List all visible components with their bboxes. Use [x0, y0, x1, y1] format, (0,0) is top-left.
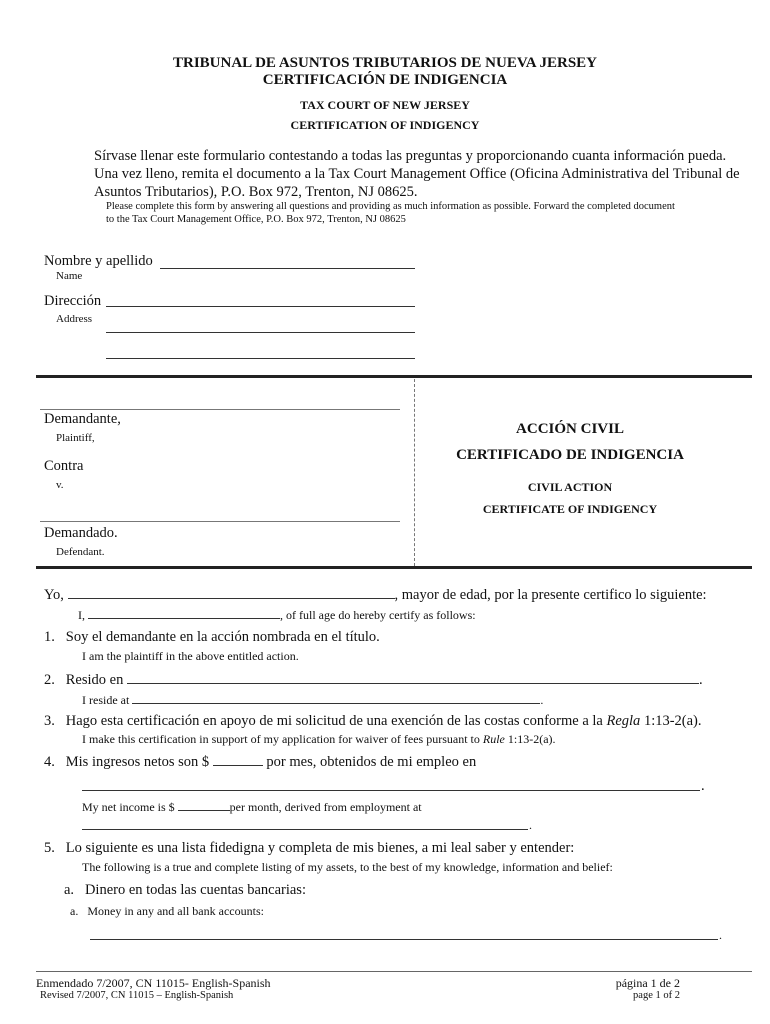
- item-letter: a.: [70, 904, 79, 918]
- item-5-es: [44, 840, 574, 857]
- period: .: [719, 928, 722, 942]
- caption-top-rule: [36, 375, 752, 378]
- period: .: [529, 818, 532, 832]
- defendant-field[interactable]: [40, 521, 400, 522]
- item-1-es: [44, 629, 380, 646]
- certificate-es: CERTIFICADO DE INDIGENCIA: [456, 447, 684, 463]
- item-4-en: [82, 798, 422, 815]
- employment-field-en[interactable]: [82, 829, 528, 830]
- item-text: Dinero en todas las cuentas bancarias:: [84, 882, 306, 898]
- item-text: My net income is $: [82, 800, 175, 814]
- item-text: per month, derived from employment at: [229, 800, 422, 814]
- yo-line: [44, 586, 707, 604]
- footer-right-en: page 1 of 2: [633, 990, 680, 1001]
- title-en-1: TAX COURT OF NEW JERSEY: [300, 98, 470, 112]
- instructions-es-2: Una vez lleno, remita el documento a la Tax Court Management Office (Oficina Administrativa del Tribunal de: [94, 166, 740, 182]
- item-number: 5.: [44, 840, 55, 856]
- name-label-es: Nombre y apellido: [44, 253, 153, 269]
- period: .: [540, 693, 544, 707]
- item-text: Soy el demandante en la acción nombrada en el título.: [65, 629, 380, 645]
- item-text: Mis ingresos netos son $: [65, 754, 210, 770]
- residence-field-en[interactable]: [132, 691, 540, 704]
- item-number: 3.: [44, 713, 55, 729]
- item-text: Money in any and all bank accounts:: [87, 904, 264, 918]
- net-income-field-es[interactable]: [213, 753, 263, 766]
- item-text: Hago esta certificación en apoyo de mi solicitud de una exención de las costas conforme a la: [65, 713, 603, 729]
- i-line: [78, 606, 476, 623]
- item-text: Resido en: [65, 672, 124, 688]
- residence-field-es[interactable]: [127, 671, 699, 684]
- certificate-en: CERTIFICATE OF INDIGENCY: [482, 502, 658, 516]
- plaintiff-label-es: Demandante,: [44, 411, 121, 427]
- item-3-en: [82, 732, 556, 747]
- footer-rule: [36, 971, 752, 972]
- item-5a-es: [64, 882, 306, 899]
- name-label-en: Name: [56, 270, 83, 282]
- item-5a-en: [70, 904, 264, 919]
- i-name-field[interactable]: [88, 606, 280, 619]
- item-letter: a.: [64, 882, 75, 898]
- plaintiff-label-en: Plaintiff,: [56, 432, 95, 444]
- yo-tail: , mayor de edad, por la presente certifico lo siguiente:: [394, 587, 707, 603]
- title-en-2: CERTIFICATION OF INDIGENCY: [290, 118, 480, 132]
- bank-accounts-field[interactable]: [90, 939, 718, 940]
- address-field-3[interactable]: [106, 358, 415, 359]
- instructions-en-2: to the Tax Court Management Office, P.O. Box 972, Trenton, NJ 08625: [106, 214, 406, 225]
- item-1-en: I am the plaintiff in the above entitled action.: [82, 649, 299, 663]
- title-es-1: TRIBUNAL DE ASUNTOS TRIBUTARIOS DE NUEVA JERSEY: [172, 55, 598, 71]
- item-number: 2.: [44, 672, 55, 688]
- plaintiff-field[interactable]: [40, 409, 400, 410]
- i-tail: , of full age do hereby certify as follows:: [280, 608, 476, 622]
- rule-word: Regla: [606, 713, 641, 729]
- item-4-es: [44, 753, 476, 771]
- civil-action-es: ACCIÓN CIVIL: [516, 421, 624, 437]
- defendant-label-en: Defendant.: [56, 546, 105, 558]
- item-2-en: [82, 691, 543, 708]
- item-text: por mes, obtenidos de mi empleo en: [266, 754, 477, 770]
- address-field-2[interactable]: [106, 332, 415, 333]
- address-field-1[interactable]: [106, 306, 415, 307]
- yo-label: Yo,: [44, 587, 64, 603]
- item-5-en: The following is a true and complete listing of my assets, to the best of my knowledge, information and belief:: [82, 860, 613, 874]
- i-label: I,: [78, 608, 85, 622]
- instructions-es-1: Sírvase llenar este formulario contestando a todas las preguntas y proporcionando cuanta información pueda.: [94, 148, 727, 164]
- period: .: [701, 778, 705, 794]
- versus-es: Contra: [44, 458, 84, 474]
- employment-field-es[interactable]: [82, 790, 700, 791]
- civil-action-en: CIVIL ACTION: [527, 480, 613, 494]
- instructions-en-1: Please complete this form by answering all questions and providing as much information as possible. Forward the completed document: [106, 201, 675, 212]
- rule-word: Rule: [482, 732, 505, 746]
- versus-en: v.: [56, 479, 64, 491]
- instructions-es-3: Asuntos Tributarios), P.O. Box 972, Trenton, NJ 08625.: [94, 184, 418, 200]
- defendant-label-es: Demandado.: [44, 525, 118, 541]
- item-3-es: [44, 713, 702, 730]
- item-text: I make this certification in support of my application for waiver of fees pursuant to: [82, 732, 480, 746]
- period: .: [698, 672, 703, 688]
- item-text: I reside at: [82, 693, 130, 707]
- footer-left-es: Enmendado 7/2007, CN 11015- English-Spanish: [36, 976, 271, 990]
- name-field[interactable]: [160, 268, 415, 269]
- item-number: 1.: [44, 629, 55, 645]
- yo-name-field[interactable]: [68, 586, 395, 599]
- caption-divider: [414, 379, 415, 566]
- item-number: 4.: [44, 754, 55, 770]
- net-income-field-en[interactable]: [178, 798, 230, 811]
- address-label-en: Address: [56, 313, 93, 325]
- caption-bottom-rule: [36, 566, 752, 569]
- address-label-es: Dirección: [44, 293, 102, 309]
- footer-right-es: página 1 de 2: [615, 976, 680, 990]
- rule-number: 1:13-2(a).: [507, 732, 556, 746]
- rule-number: 1:13-2(a).: [643, 713, 702, 729]
- footer-left-en: Revised 7/2007, CN 11015 – English-Spanish: [40, 990, 234, 1001]
- title-es-2: CERTIFICACIÓN DE INDIGENCIA: [262, 72, 508, 88]
- item-2-es: [44, 671, 703, 689]
- item-text: Lo siguiente es una lista fidedigna y completa de mis bienes, a mi leal saber y entender:: [65, 840, 575, 856]
